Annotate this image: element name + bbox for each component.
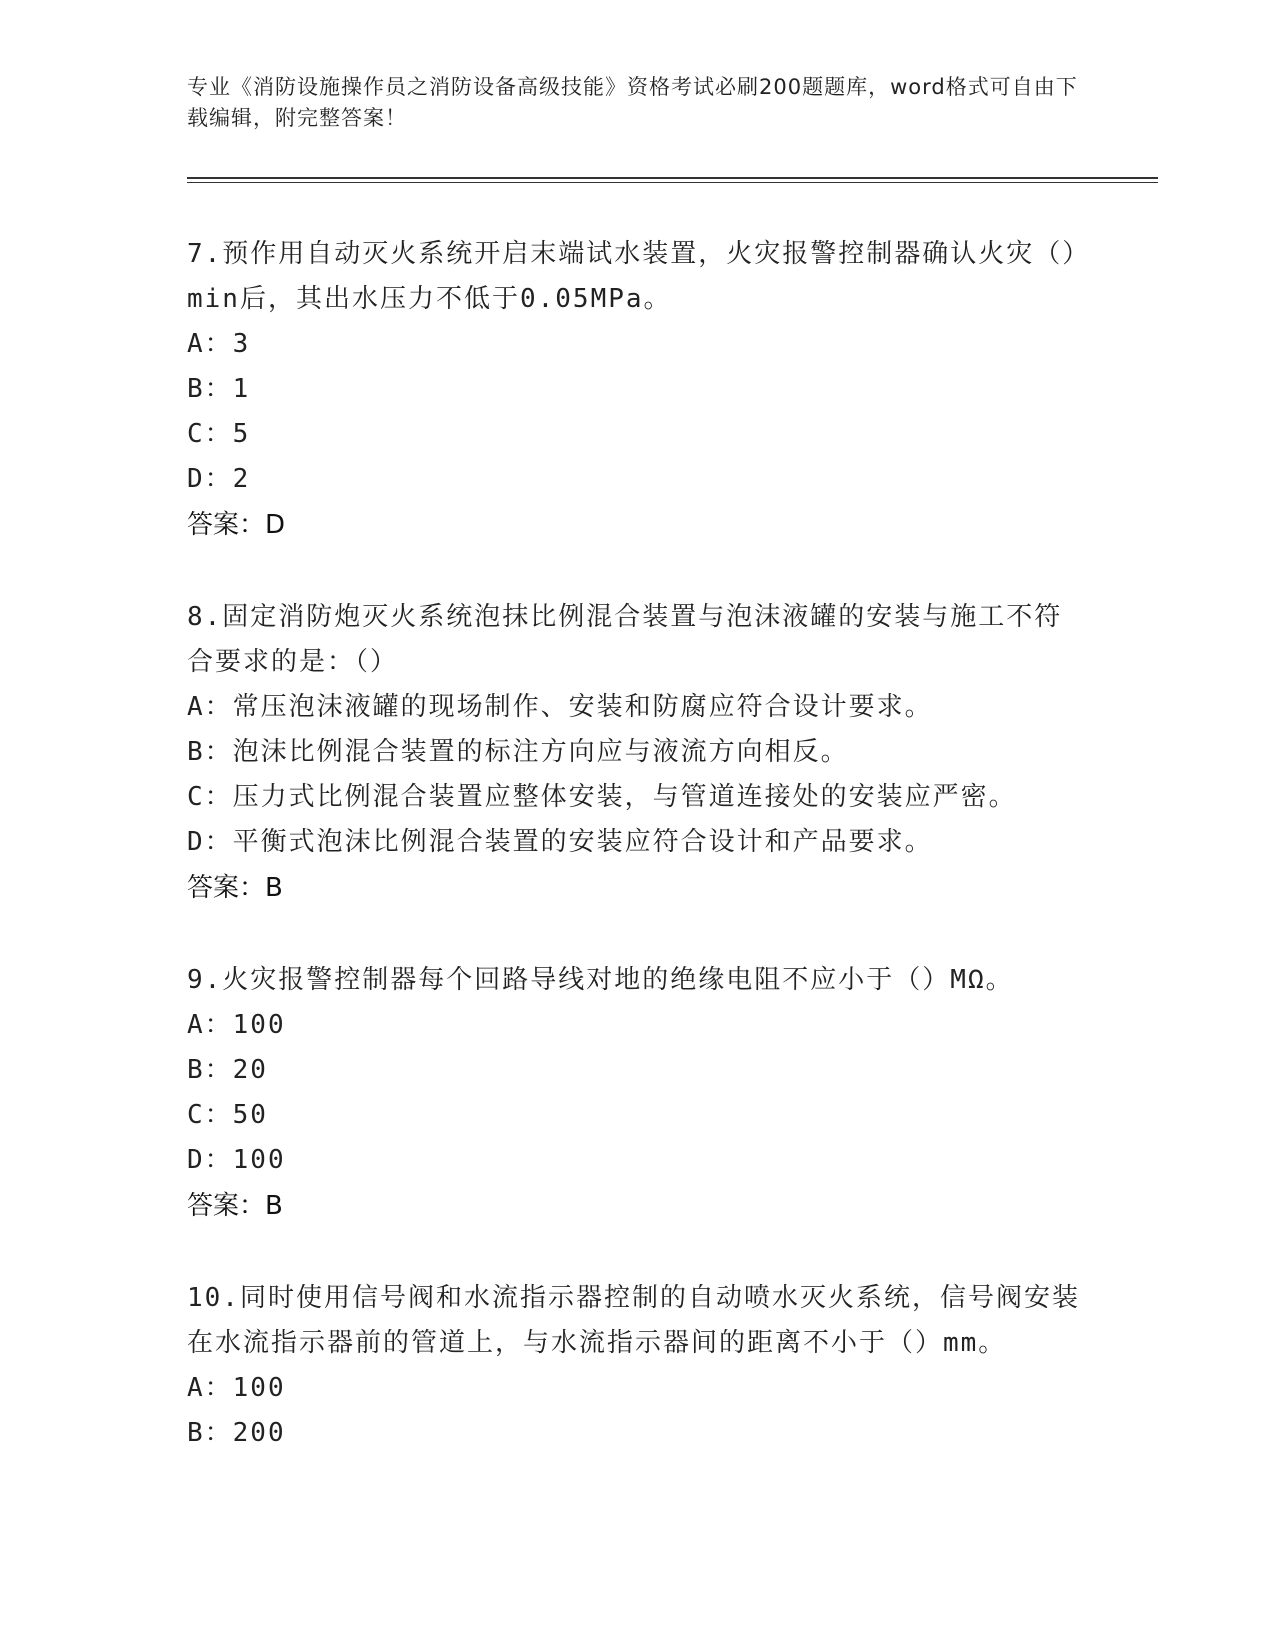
option-c: C：50 [187,1100,268,1130]
option-d: D：2 [187,464,251,494]
question-10 [187,1276,1087,1456]
option-c: C：5 [187,419,251,449]
header-divider-thin [187,182,1158,183]
header-divider-thick [187,177,1158,179]
option-b: B：20 [187,1055,268,1085]
answer-label: 答案：D [187,510,286,540]
option-a: A：3 [187,329,251,359]
answer-label: 答案：B [187,873,283,903]
question-stem: 7.预作用自动灭火系统开启末端试水装置，火灾报警控制器确认火灾（）min后，其出水压力不低于0.05MPa。 [187,239,1078,314]
option-a: A：100 [187,1373,286,1403]
option-d: D：平衡式泡沫比例混合装置的安装应符合设计和产品要求。 [187,827,933,857]
question-list [187,232,1087,1503]
option-c: C：压力式比例混合装置应整体安装，与管道连接处的安装应严密。 [187,782,1017,812]
option-a: A：常压泡沫液罐的现场制作、安装和防腐应符合设计要求。 [187,692,933,722]
option-b: B：1 [187,374,251,404]
question-stem: 9.火灾报警控制器每个回路导线对地的绝缘电阻不应小于（）MΩ。 [187,965,1014,995]
option-d: D：100 [187,1145,286,1175]
question-8 [187,595,1087,911]
question-stem: 10.同时使用信号阀和水流指示器控制的自动喷水灭火系统，信号阀安装在水流指示器前的管道上，与水流指示器间的距离不小于（）mm。 [187,1283,1080,1358]
option-a: A：100 [187,1010,286,1040]
document-header: 专业《消防设施操作员之消防设备高级技能》资格考试必刷200题题库，word格式可自由下载编辑，附完整答案！ [187,75,1078,130]
question-9 [187,958,1087,1229]
option-b: B：泡沫比例混合装置的标注方向应与液流方向相反。 [187,737,849,767]
question-7 [187,232,1087,548]
answer-label: 答案：B [187,1191,283,1221]
option-b: B：200 [187,1418,286,1448]
question-stem: 8.固定消防炮灭火系统泡抹比例混合装置与泡沫液罐的安装与施工不符合要求的是：（） [187,602,1063,677]
